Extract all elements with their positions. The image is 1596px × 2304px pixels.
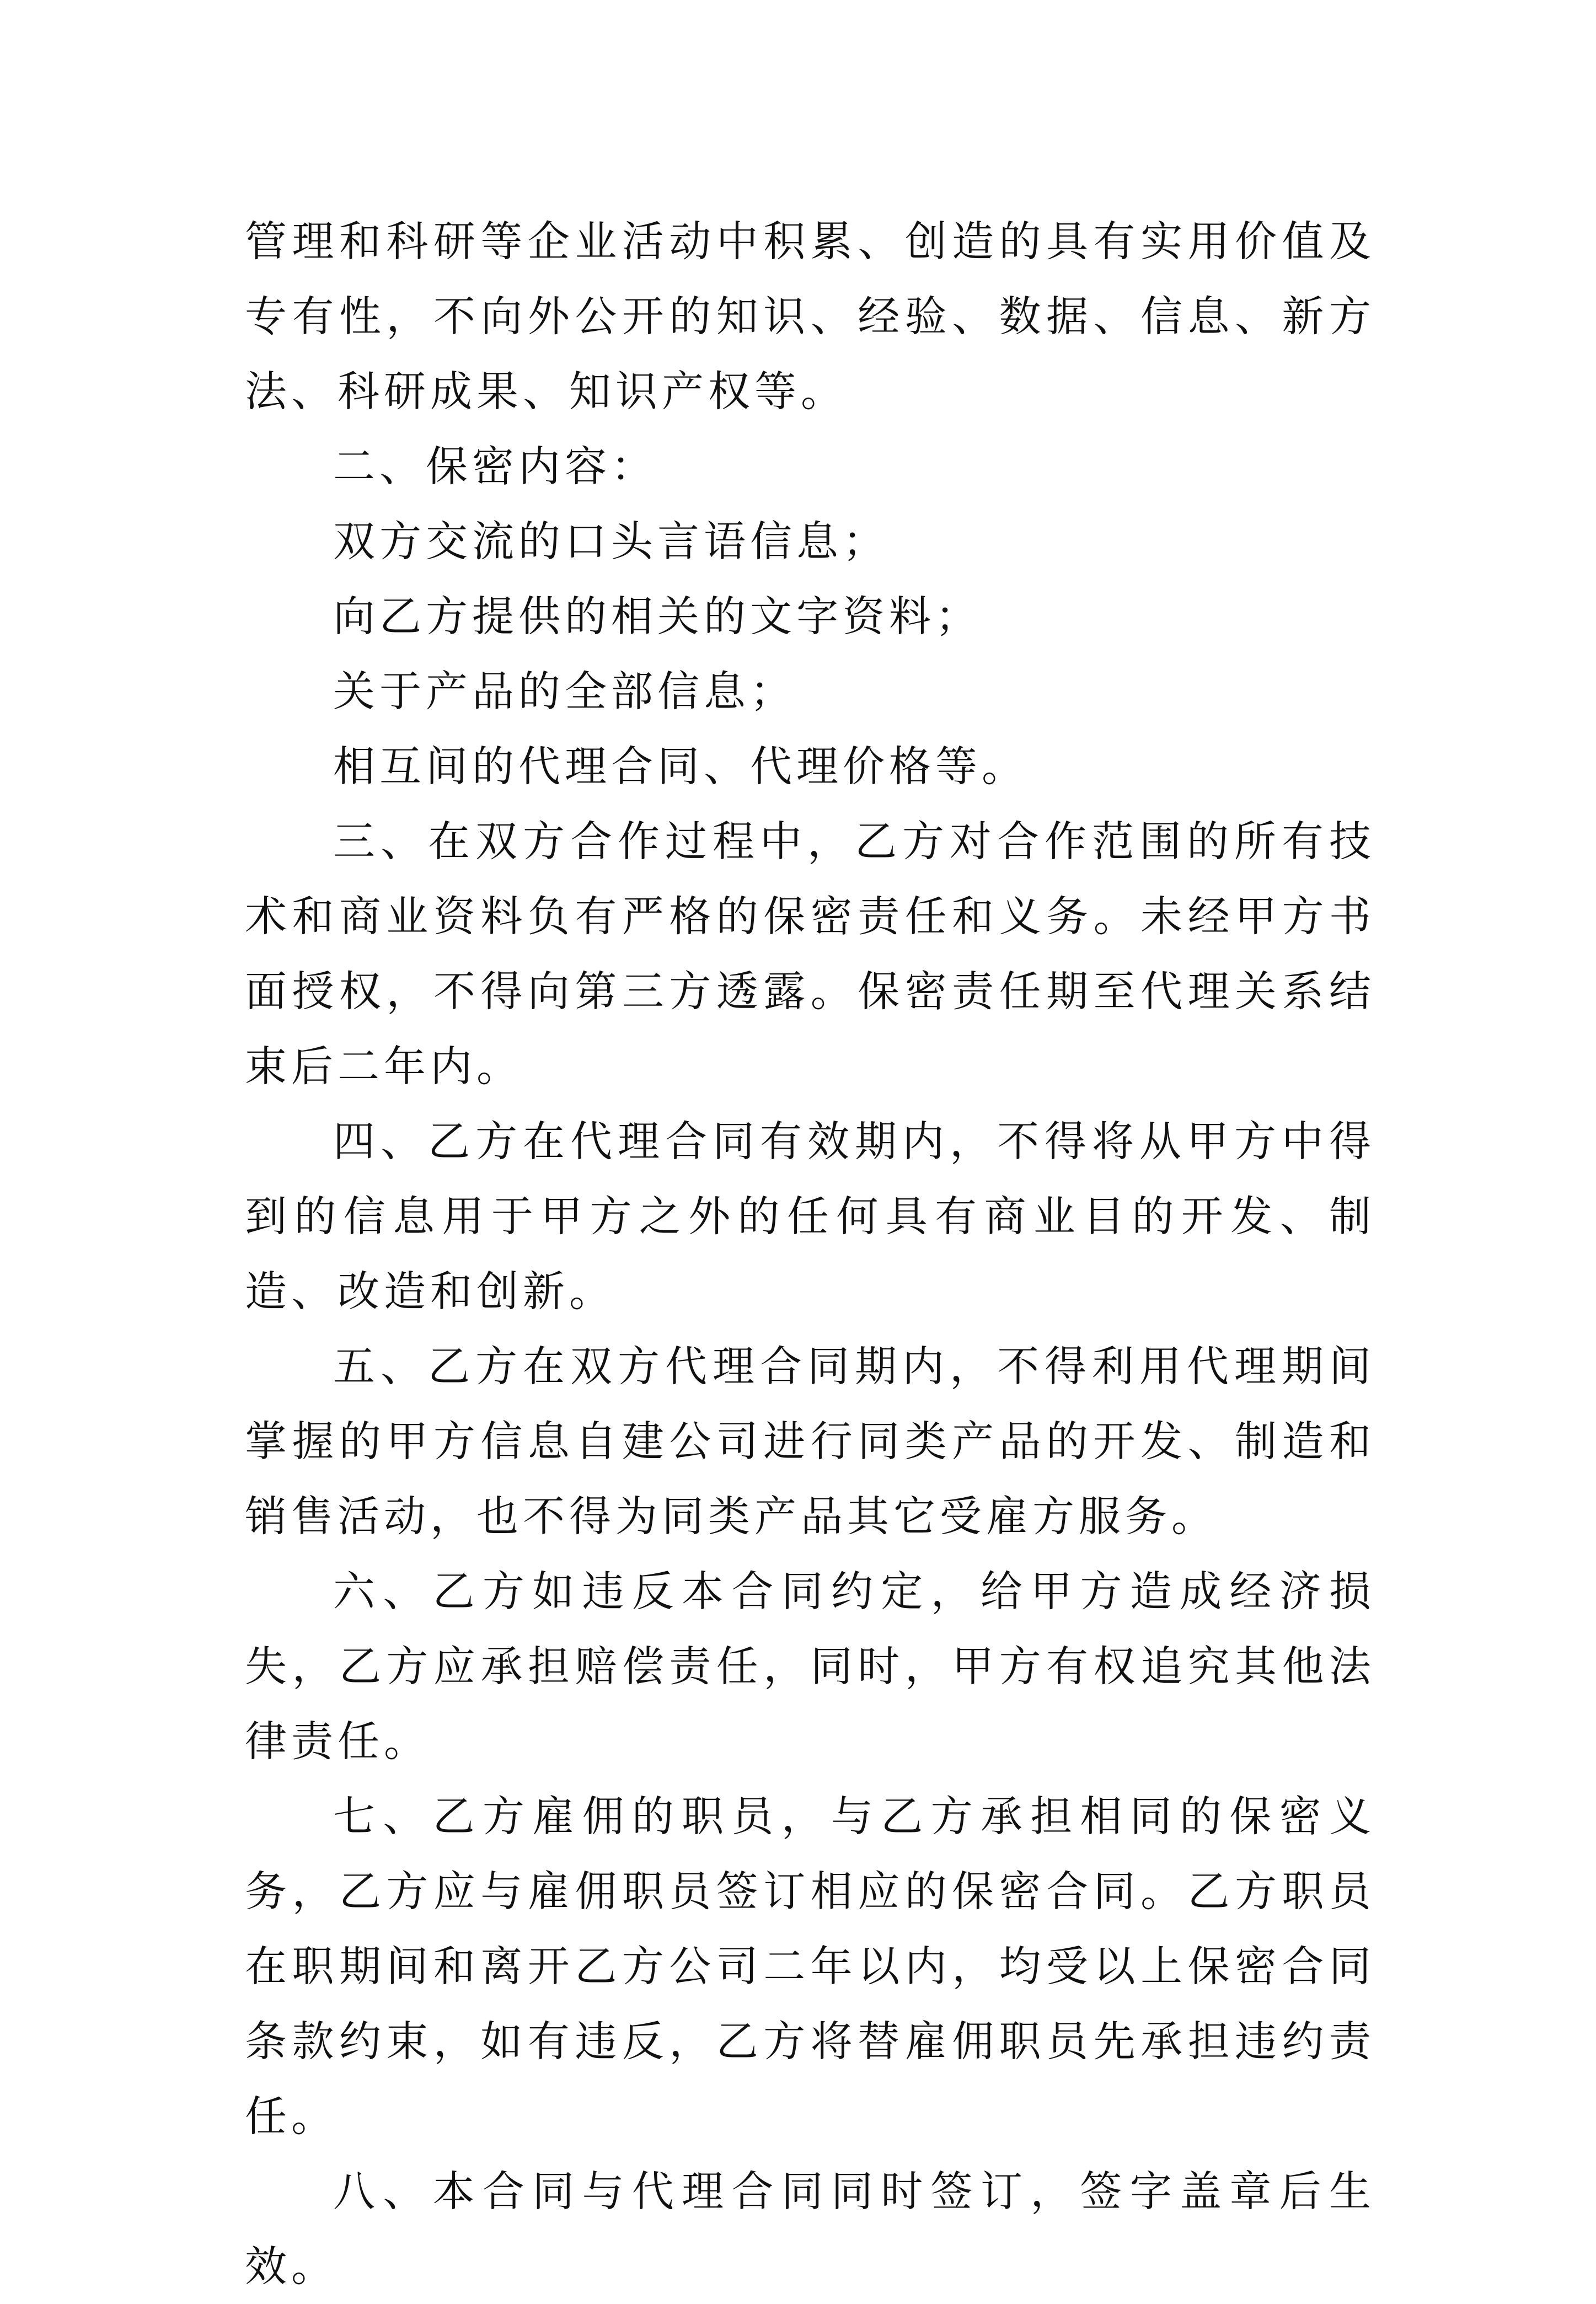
paragraph-section-2-heading: 二、保密内容：: [333, 442, 657, 491]
paragraph-item-agency-contract: 相互间的代理合同、代理价格等。: [333, 742, 1028, 791]
paragraph-item-product-info: 关于产品的全部信息；: [333, 667, 796, 716]
paragraph-item-written-materials: 向乙方提供的相关的文字资料；: [333, 592, 982, 641]
paragraph-section-3: 三、在双方合作过程中，乙方对合作范围的所有技术和商业资料负有严格的保密责任和义务。未经甲方书面授权，不得向第三方透露。保密责任期至代理关系结束后二年内。: [245, 817, 1375, 1091]
paragraph-section-4: 四、乙方在代理合同有效期内，不得将从甲方中得到的信息用于甲方之外的任何具有商业目的开发、制造、改造和创新。: [245, 1117, 1375, 1316]
paragraph-section-8: 八、本合同与代理合同同时签订，签字盖章后生效。: [245, 2167, 1375, 2291]
paragraph-item-oral-info: 双方交流的口头言语信息；: [333, 517, 889, 566]
paragraph-section-5: 五、乙方在双方代理合同期内，不得利用代理期间掌握的甲方信息自建公司进行同类产品的开发、制造和销售活动，也不得为同类产品其它受雇方服务。: [245, 1342, 1375, 1541]
paragraph-section-7: 七、乙方雇佣的职员，与乙方承担相同的保密义务，乙方应与雇佣职员签订相应的保密合同。乙方职员在职期间和离开乙方公司二年以内，均受以上保密合同条款约束，如有违反，乙方将替雇佣职员先承担违约责任。: [245, 1792, 1375, 2141]
paragraph-definition-continued: 管理和科研等企业活动中积累、创造的具有实用价值及专有性，不向外公开的知识、经验、数据、信息、新方法、科研成果、知识产权等。: [245, 217, 1375, 416]
paragraph-section-6: 六、乙方如违反本合同约定，给甲方造成经济损失，乙方应承担赔偿责任，同时，甲方有权追究其他法律责任。: [245, 1567, 1375, 1766]
document-body: [245, 204, 1375, 2304]
